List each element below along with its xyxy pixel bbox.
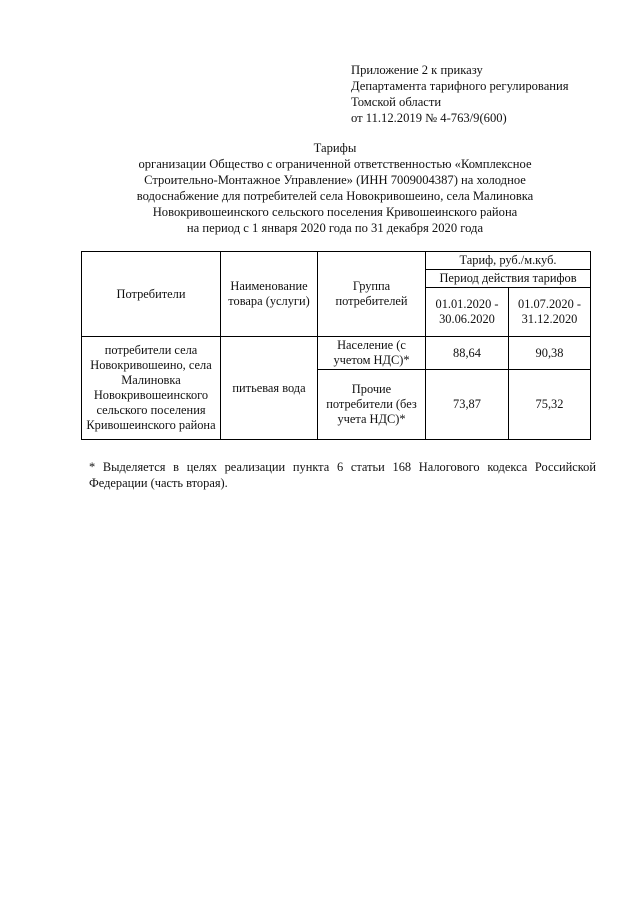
table-row	[82, 337, 591, 370]
tariff-table	[81, 251, 591, 440]
header-consumers: Потребители	[82, 252, 221, 337]
header-period-1: 01.01.2020 - 30.06.2020	[426, 288, 509, 337]
title-line: организации Общество с ограниченной ответственностью «Комплексное	[138, 157, 532, 171]
header-period: Период действия тарифов	[426, 270, 591, 288]
header-tariff: Тариф, руб./м.куб.	[426, 252, 591, 270]
title-line: водоснабжение для потребителей села Новокривошеино, села Малиновка	[136, 189, 534, 203]
header-period-2: 01.07.2020 - 31.12.2020	[509, 288, 591, 337]
cell-group: Население (с учетом НДС)*	[318, 337, 426, 370]
appendix-block	[351, 62, 569, 126]
footnote: * Выделяется в целях реализации пункта 6 статьи 168 Налогового кодекса Российской Федерации (часть вторая).	[89, 460, 596, 490]
cell-tariff-2: 90,38	[509, 337, 591, 370]
document-title	[80, 140, 590, 236]
cell-tariff-1: 73,87	[426, 370, 509, 440]
title-heading: Тарифы	[313, 141, 357, 155]
cell-tariff-1: 88,64	[426, 337, 509, 370]
appendix-line: Томской области	[351, 95, 442, 109]
cell-product: питьевая вода	[221, 337, 318, 440]
header-group: Группа потребителей	[318, 252, 426, 337]
appendix-line: Приложение 2 к приказу	[351, 63, 483, 77]
cell-consumers: потребители села Новокривошеино, села Малиновка Новокривошеинского сельского поселения Кривошеинского района	[82, 337, 221, 440]
header-product: Наименование товара (услуги)	[221, 252, 318, 337]
title-line: на период с 1 января 2020 года по 31 декабря 2020 года	[186, 221, 484, 235]
cell-group: Прочие потребители (без учета НДС)*	[318, 370, 426, 440]
title-line: Строительно-Монтажное Управление» (ИНН 7009004387) на холодное	[144, 173, 526, 187]
title-line: Новокривошеинского сельского поселения Кривошеинского района	[152, 205, 518, 219]
appendix-line: Департамента тарифного регулирования	[351, 79, 569, 93]
appendix-line: от 11.12.2019 № 4-763/9(600)	[351, 111, 507, 125]
cell-tariff-2: 75,32	[509, 370, 591, 440]
